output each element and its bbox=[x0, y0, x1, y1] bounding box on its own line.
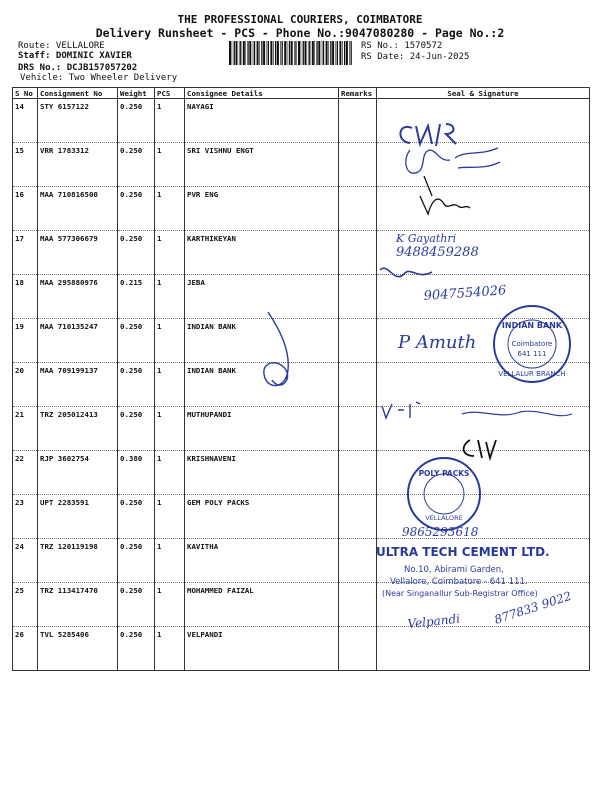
cell-pcs: 1 bbox=[155, 539, 185, 583]
barcode-bar bbox=[322, 41, 323, 65]
cell-consignment: MAA 710816500 bbox=[38, 187, 118, 231]
staff-label: Staff: DOMINIC XAVIER bbox=[18, 51, 132, 61]
cell-sno: 23 bbox=[13, 495, 38, 539]
handwritten-name-row-17: K Gayathri bbox=[396, 232, 457, 245]
cell-consignee: KRISHNAVENI bbox=[185, 451, 339, 495]
barcode-bar bbox=[330, 41, 331, 65]
route-label: Route: VELLALORE bbox=[18, 41, 105, 51]
barcode-bar bbox=[247, 41, 248, 65]
cell-sno: 16 bbox=[13, 187, 38, 231]
barcode-bar bbox=[234, 41, 235, 65]
cell-remarks bbox=[339, 231, 377, 275]
barcode-bar bbox=[308, 41, 309, 65]
handwritten-phone-row-17: 9488459288 bbox=[396, 245, 479, 260]
stamp-ultratech-name: ULTRA TECH CEMENT LTD. bbox=[376, 545, 550, 559]
barcode-bar bbox=[328, 41, 329, 65]
table-row bbox=[13, 275, 590, 319]
cell-pcs: 1 bbox=[155, 143, 185, 187]
column-header: Seal & Signature bbox=[377, 88, 590, 99]
barcode-bar bbox=[270, 41, 272, 65]
cell-consignment: RJP 3602754 bbox=[38, 451, 118, 495]
cell-consignment: STY 6157122 bbox=[38, 99, 118, 143]
table-row bbox=[13, 451, 590, 495]
barcode bbox=[229, 41, 354, 65]
cell-weight: 0.250 bbox=[118, 495, 155, 539]
stamp-bank-name: INDIAN BANK bbox=[501, 321, 563, 330]
table-row bbox=[13, 539, 590, 583]
barcode-bar bbox=[339, 41, 341, 65]
column-header: Consignee Details bbox=[185, 88, 339, 99]
cell-signature bbox=[377, 231, 590, 275]
handwritten-name-row-19: P Amuth bbox=[398, 332, 477, 353]
cell-sno: 17 bbox=[13, 231, 38, 275]
barcode-bar bbox=[275, 41, 276, 65]
barcode-bar bbox=[253, 41, 254, 65]
cell-consignee: KARTHIKEYAN bbox=[185, 231, 339, 275]
cell-sno: 15 bbox=[13, 143, 38, 187]
cell-pcs: 1 bbox=[155, 627, 185, 671]
cell-signature bbox=[377, 363, 590, 407]
barcode-bar bbox=[249, 41, 251, 65]
cell-weight: 0.250 bbox=[118, 99, 155, 143]
cell-pcs: 1 bbox=[155, 451, 185, 495]
cell-remarks bbox=[339, 363, 377, 407]
cell-pcs: 1 bbox=[155, 363, 185, 407]
cell-sno: 21 bbox=[13, 407, 38, 451]
rs-date: RS Date: 24-Jun-2025 bbox=[361, 52, 470, 62]
column-header: Weight bbox=[118, 88, 155, 99]
table-row bbox=[13, 627, 590, 671]
table-header-row bbox=[13, 88, 590, 99]
cell-consignee: PVR ENG bbox=[185, 187, 339, 231]
cell-signature bbox=[377, 275, 590, 319]
cell-weight: 0.215 bbox=[118, 275, 155, 319]
cell-sno: 19 bbox=[13, 319, 38, 363]
column-header: S No bbox=[13, 88, 38, 99]
cell-signature bbox=[377, 539, 590, 583]
barcode-bar bbox=[263, 41, 265, 65]
barcode-bar bbox=[349, 41, 350, 65]
cell-signature bbox=[377, 99, 590, 143]
cell-signature bbox=[377, 583, 590, 627]
stamp-ultratech-line2: Vellalore, Coimbatore - 641 111. bbox=[390, 577, 528, 587]
cell-consignment: UPT 2283591 bbox=[38, 495, 118, 539]
table-row bbox=[13, 187, 590, 231]
table-row bbox=[13, 583, 590, 627]
barcode-bar bbox=[344, 41, 345, 65]
cell-consignee: KAVITHA bbox=[185, 539, 339, 583]
column-header: PCS bbox=[155, 88, 185, 99]
barcode-bar bbox=[318, 41, 320, 65]
barcode-bar bbox=[336, 41, 337, 65]
barcode-bar bbox=[254, 41, 255, 65]
cell-pcs: 1 bbox=[155, 583, 185, 627]
barcode-bar bbox=[273, 41, 274, 65]
barcode-bar bbox=[305, 41, 307, 65]
cell-remarks bbox=[339, 627, 377, 671]
table-row bbox=[13, 319, 590, 363]
cell-weight: 0.250 bbox=[118, 187, 155, 231]
cell-consignee: INDIAN BANK bbox=[185, 363, 339, 407]
cell-consignment: TRZ 113417470 bbox=[38, 583, 118, 627]
cell-pcs: 1 bbox=[155, 231, 185, 275]
runsheet-table bbox=[12, 87, 590, 671]
barcode-bar bbox=[314, 41, 315, 65]
stamp-bank-city: Coimbatore bbox=[511, 340, 553, 348]
table-row bbox=[13, 143, 590, 187]
cell-pcs: 1 bbox=[155, 187, 185, 231]
cell-consignee: MOHAMMED FAIZAL bbox=[185, 583, 339, 627]
stamp-bank-pin: 641 111 bbox=[517, 350, 547, 358]
barcode-bar bbox=[287, 41, 288, 65]
cell-pcs: 1 bbox=[155, 275, 185, 319]
barcode-bar bbox=[337, 41, 338, 65]
table-row bbox=[13, 407, 590, 451]
cell-signature bbox=[377, 495, 590, 539]
cell-consignment: MAA 710135247 bbox=[38, 319, 118, 363]
cell-consignment: TRZ 120119198 bbox=[38, 539, 118, 583]
stamp-ultratech-line3: (Near Singanallur Sub-Registrar Office) bbox=[382, 589, 538, 598]
barcode-bar bbox=[303, 41, 304, 65]
stamp-poly-name: POLY PACKS bbox=[418, 469, 470, 478]
barcode-bar bbox=[261, 41, 262, 65]
column-header: Remarks bbox=[339, 88, 377, 99]
table-row bbox=[13, 495, 590, 539]
cell-weight: 0.250 bbox=[118, 319, 155, 363]
cell-signature bbox=[377, 187, 590, 231]
column-header: Consignment No bbox=[38, 88, 118, 99]
cell-consignment: TRZ 205012413 bbox=[38, 407, 118, 451]
cell-consignment: MAA 709199137 bbox=[38, 363, 118, 407]
barcode-bar bbox=[257, 41, 259, 65]
cell-consignee: SRI VISHNU ENGT bbox=[185, 143, 339, 187]
barcode-bar bbox=[268, 41, 269, 65]
barcode-bar bbox=[243, 41, 245, 65]
cell-consignee: GEM POLY PACKS bbox=[185, 495, 339, 539]
cell-consignment: TVL 5285406 bbox=[38, 627, 118, 671]
cell-pcs: 1 bbox=[155, 319, 185, 363]
cell-weight: 0.380 bbox=[118, 451, 155, 495]
barcode-bar bbox=[284, 41, 286, 65]
cell-sno: 25 bbox=[13, 583, 38, 627]
cell-signature bbox=[377, 451, 590, 495]
barcode-bar bbox=[236, 41, 238, 65]
cell-weight: 0.250 bbox=[118, 407, 155, 451]
barcode-bar bbox=[301, 41, 302, 65]
barcode-bar bbox=[291, 41, 293, 65]
barcode-bar bbox=[309, 41, 310, 65]
table-row bbox=[13, 231, 590, 275]
cell-weight: 0.250 bbox=[118, 363, 155, 407]
cell-weight: 0.250 bbox=[118, 143, 155, 187]
barcode-bar bbox=[289, 41, 290, 65]
cell-weight: 0.250 bbox=[118, 231, 155, 275]
stamp-ultratech-line1: No.10, Abirami Garden, bbox=[404, 565, 504, 575]
table-row bbox=[13, 363, 590, 407]
cell-remarks bbox=[339, 407, 377, 451]
cell-weight: 0.250 bbox=[118, 539, 155, 583]
cell-sno: 20 bbox=[13, 363, 38, 407]
barcode-bar bbox=[298, 41, 300, 65]
cell-sno: 22 bbox=[13, 451, 38, 495]
cell-consignee: VELPANDI bbox=[185, 627, 339, 671]
cell-sno: 18 bbox=[13, 275, 38, 319]
barcode-bar bbox=[239, 41, 240, 65]
handwritten-phone-row-18: 9047554026 bbox=[423, 283, 507, 304]
barcode-bar bbox=[326, 41, 328, 65]
cell-remarks bbox=[339, 275, 377, 319]
cell-remarks bbox=[339, 187, 377, 231]
cell-sno: 26 bbox=[13, 627, 38, 671]
cell-remarks bbox=[339, 99, 377, 143]
cell-sno: 14 bbox=[13, 99, 38, 143]
barcode-bar bbox=[342, 41, 343, 65]
vehicle-label: Vehicle: Two Wheeler Delivery bbox=[20, 73, 178, 83]
rs-number: RS No.: 1570572 bbox=[361, 41, 443, 51]
barcode-bar bbox=[240, 41, 241, 65]
cell-sno: 24 bbox=[13, 539, 38, 583]
barcode-bar bbox=[351, 41, 352, 65]
barcode-bar bbox=[332, 41, 334, 65]
barcode-bar bbox=[312, 41, 314, 65]
cell-remarks bbox=[339, 143, 377, 187]
barcode-bar bbox=[277, 41, 279, 65]
cell-remarks bbox=[339, 319, 377, 363]
cell-consignee: NAYAGI bbox=[185, 99, 339, 143]
drs-number: DRS No.: DCJB157057202 bbox=[18, 63, 138, 73]
stamp-poly-place: VELLALORE bbox=[425, 514, 463, 522]
handwritten-phone-row-26: 877833 9022 bbox=[492, 588, 574, 627]
cell-pcs: 1 bbox=[155, 99, 185, 143]
cell-signature bbox=[377, 319, 590, 363]
cell-remarks bbox=[339, 539, 377, 583]
cell-remarks bbox=[339, 495, 377, 539]
barcode-bar bbox=[346, 41, 348, 65]
cell-remarks bbox=[339, 583, 377, 627]
barcode-bar bbox=[323, 41, 324, 65]
cell-signature bbox=[377, 627, 590, 671]
barcode-bar bbox=[259, 41, 260, 65]
barcode-bar bbox=[294, 41, 295, 65]
runsheet-title: Delivery Runsheet - PCS - Phone No.:9047080280 - Page No.:2 bbox=[95, 26, 505, 40]
cell-pcs: 1 bbox=[155, 495, 185, 539]
barcode-bar bbox=[267, 41, 268, 65]
barcode-bar bbox=[282, 41, 283, 65]
barcode-bar bbox=[232, 41, 233, 65]
cell-consignee: MUTHUPANDI bbox=[185, 407, 339, 451]
table-row bbox=[13, 99, 590, 143]
barcode-bar bbox=[229, 41, 231, 65]
barcode-bar bbox=[245, 41, 246, 65]
cell-consignee: JEBA bbox=[185, 275, 339, 319]
company-heading: THE PROFESSIONAL COURIERS, COIMBATORE bbox=[177, 13, 423, 26]
cell-signature bbox=[377, 407, 590, 451]
cell-consignment: VRR 1783312 bbox=[38, 143, 118, 187]
barcode-bar bbox=[280, 41, 281, 65]
cell-remarks bbox=[339, 451, 377, 495]
barcode-bar bbox=[295, 41, 296, 65]
barcode-bar bbox=[316, 41, 317, 65]
cell-consignment: MAA 295880976 bbox=[38, 275, 118, 319]
cell-weight: 0.250 bbox=[118, 627, 155, 671]
cell-weight: 0.250 bbox=[118, 583, 155, 627]
cell-consignment: MAA 577306679 bbox=[38, 231, 118, 275]
stamp-bank-branch: VELLALUR BRANCH bbox=[498, 370, 566, 378]
cell-signature bbox=[377, 143, 590, 187]
cell-consignee: INDIAN BANK bbox=[185, 319, 339, 363]
cell-pcs: 1 bbox=[155, 407, 185, 451]
handwritten-phone-row-24: 9865293618 bbox=[402, 525, 479, 539]
handwritten-name-row-26: Velpandi bbox=[406, 611, 461, 631]
